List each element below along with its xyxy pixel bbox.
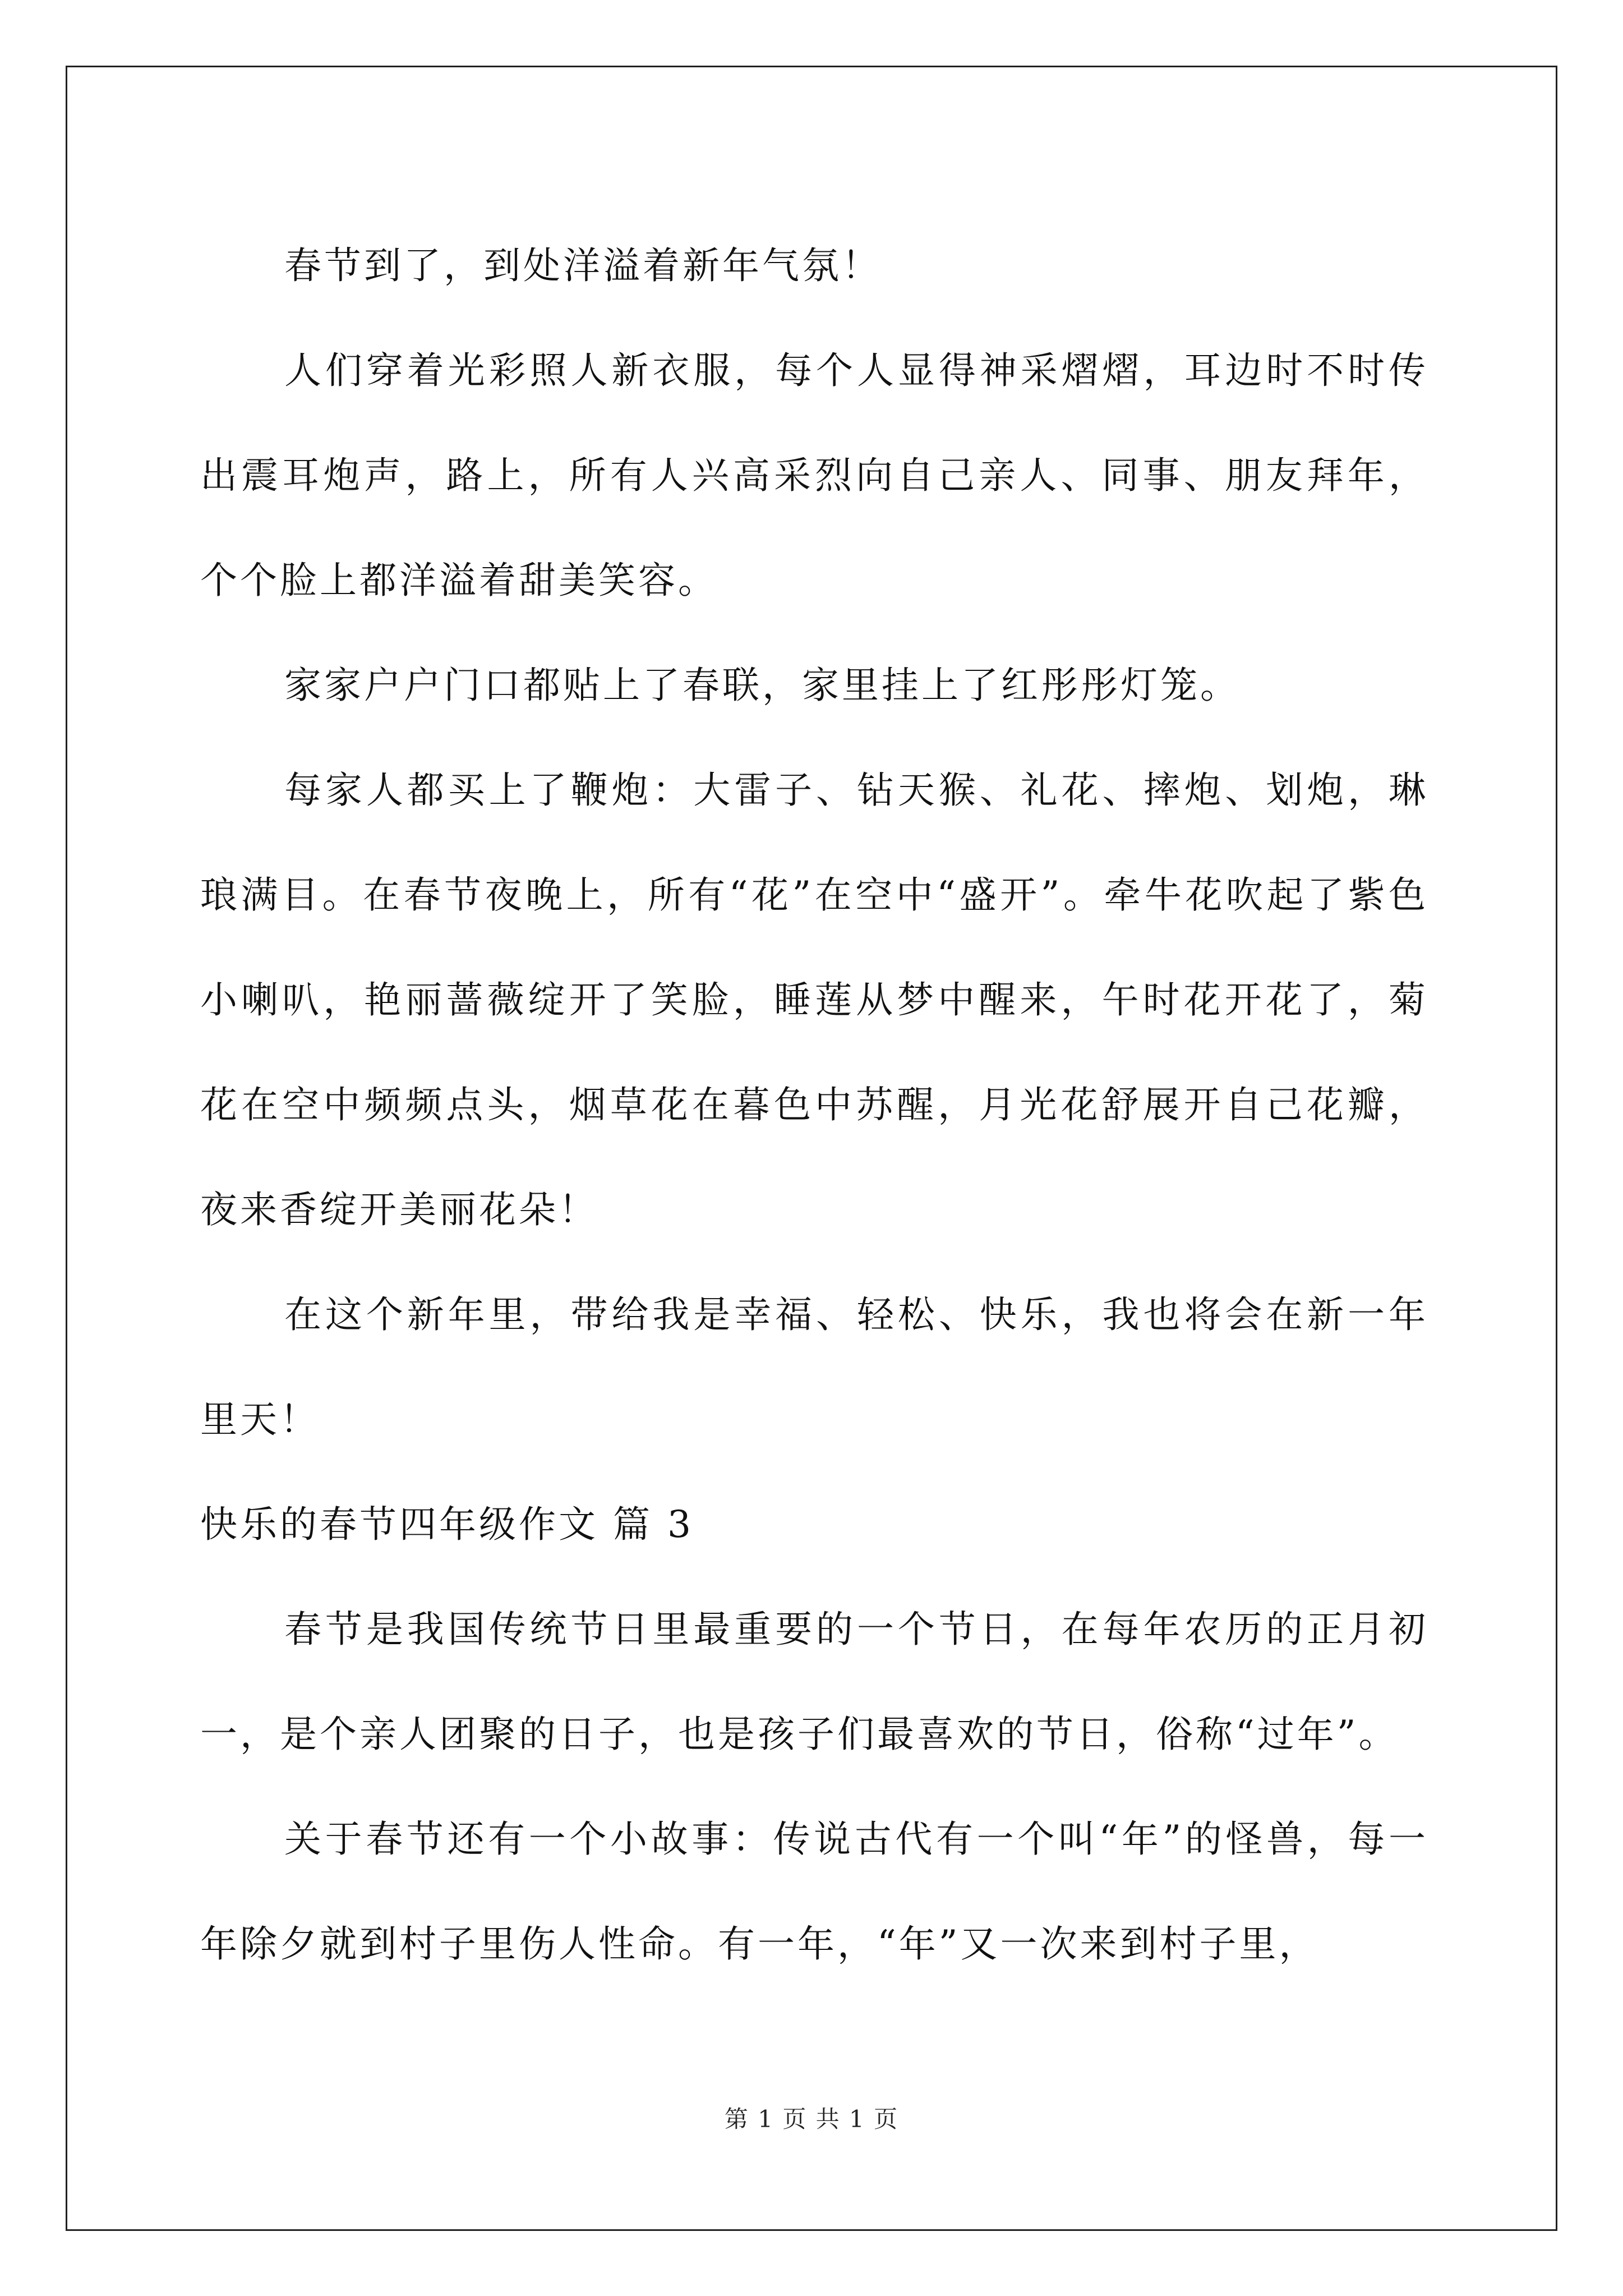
paragraph-5: 在这个新年里，带给我是幸福、轻松、快乐，我也将会在新一年里天！	[200, 1293, 1428, 1441]
paragraph-6: 春节是我国传统节日里最重要的一个节日，在每年农历的正月初一，是个亲人团聚的日子，也是孩子们最喜欢的节日，俗称“过年”。	[200, 1608, 1428, 1756]
paragraph-2: 人们穿着光彩照人新衣服，每个人显得神采熠熠，耳边时不时传出震耳炮声，路上，所有人兴高采烈向自己亲人、同事、朋友拜年，个个脸上都洋溢着甜美笑容。	[200, 349, 1428, 602]
section-heading: 快乐的春节四年级作文 篇 3	[200, 1503, 694, 1546]
paragraph-3: 家家户户门口都贴上了春联，家里挂上了红彤彤灯笼。	[284, 664, 1240, 707]
paragraph-7: 关于春节还有一个小故事：传说古代有一个叫“年”的怪兽，每一年除夕就到村子里伤人性命。有一年，“年”又一次来到村子里，	[200, 1818, 1428, 1966]
paragraph-4: 每家人都买上了鞭炮：大雷子、钻天猴、礼花、摔炮、划炮，琳琅满目。在春节夜晚上，所有“花”在空中“盛开”。牵牛花吹起了紫色小喇叭，艳丽蔷薇绽开了笑脸，睡莲从梦中醒来，午时花开花了，菊花在空中频频点头，烟草花在暮色中苏醒，月光花舒展开自己花瓣，夜来香绽开美丽花朵！	[200, 769, 1428, 1231]
document-body	[200, 213, 1428, 1996]
paragraph-1: 春节到了，到处洋溢着新年气氛！	[284, 244, 882, 287]
page-footer: 第 1 页 共 1 页	[724, 2105, 899, 2133]
